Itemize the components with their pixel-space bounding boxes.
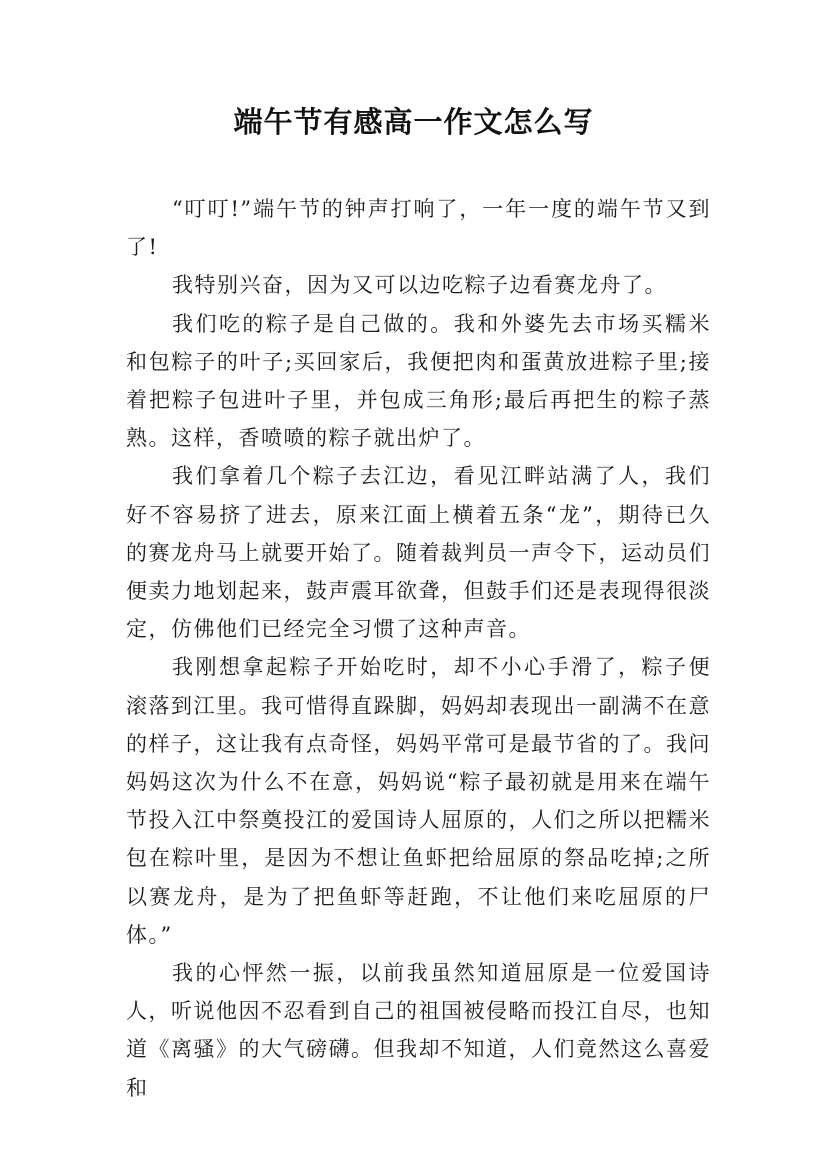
paragraph: 我们拿着几个粽子去江边，看见江畔站满了人，我们好不容易挤了进去，原来江面上横着五条“龙”，期待已久的赛龙舟马上就要开始了。随着裁判员一声令下，运动员们便卖力地划起来，鼓声震耳欲聋，但鼓手们还是表现得很淡定，仿佛他们已经完全习惯了这种声音。 [126,464,711,642]
paragraph: “叮叮!”端午节的钟声打响了，一年一度的端午节又到了! [126,197,711,260]
paragraph: 我刚想拿起粽子开始吃时，却不小心手滑了，粽子便滚落到江里。我可惜得直跺脚，妈妈却表现出一副满不在意的样子，这让我有点奇怪，妈妈平常可是最节省的了。我问妈妈这次为什么不在意，妈妈说“粽子最初就是用来在端午节投入江中祭奠投江的爱国诗人屈原的，人们之所以把糯米包在粽叶里，是因为不想让鱼虾把给屈原的祭品吃掉;之所以赛龙舟，是为了把鱼虾等赶跑，不让他们来吃屈原的尸体。” [126,655,711,947]
document-title: 端午节有感高一作文怎么写 [233,105,594,139]
paragraph: 我的心怦然一振，以前我虽然知道屈原是一位爱国诗人，听说他因不忍看到自己的祖国被侵略而投江自尽，也知道《离骚》的大气磅礴。但我却不知道，人们竟然这么喜爱和 [126,961,711,1100]
paragraph: 我特别兴奋，因为又可以边吃粽子边看赛龙舟了。 [172,273,667,298]
document-body [126,190,711,1107]
paragraph: 我们吃的粽子是自己做的。我和外婆先去市场买糯米和包粽子的叶子;买回家后，我便把肉和蛋黄放进粽子里;接着把粽子包进叶子里，并包成三角形;最后再把生的粽子蒸熟。这样，香喷喷的粽子就出炉了。 [126,311,711,451]
